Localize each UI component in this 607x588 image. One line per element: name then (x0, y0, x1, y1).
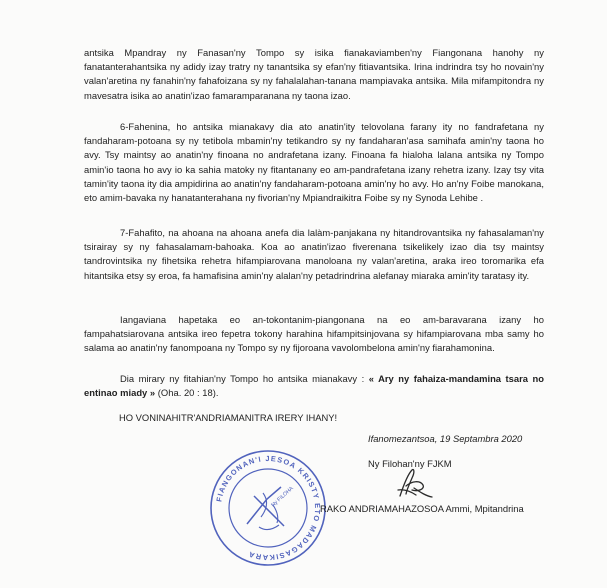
paragraph-blessing (84, 372, 544, 400)
handwritten-signature (390, 466, 438, 504)
svg-text:FIANGONAN'I JESOA KRISTY ETO M (214, 454, 322, 562)
signer-role: Ny Filohan'ny FJKM (368, 458, 452, 469)
paragraph-point-6: 6-Fahenina, ho antsika mianakavy dia ato anatin'ity telovolana farany ity no fandrafetana ny fandaharam-potoana sy ny tetibola mbamin'ny tetikandro sy ny fandaharan'asa samihafa amin'ny taona ho avy. Tsy maintsy ao anatin'ny finoana no andrafetana izany. Finoana fa hialoha lalana antsika ny Tompo amin'io taona ho avy io ka sahia matoky ny fitantanany eo am-pandrafetana izany rehetra izany. Izay tsy vita tamin'ity taona ity dia ampidirina ao anatin'ny fandaharam-potoana amin'ny ho avy. Ho an'ny Foibe manokana, eto amim-bavaka ny hanatanterahana ny fivorian'ny Mpiandraikitra Foibe sy ny Synoda Lehibe . (84, 121, 544, 204)
blessing-reference: (Oha. 20 : 18). (155, 387, 219, 399)
paragraph-continuation: antsika Mpandray ny Fanasan'ny Tompo sy isika fianakaviamben'ny Fiangonana hanohy ny fanatanterahantsika ny adidy izay tratry ny tanantsika sy efan'ny fitiavantsika. Irina indrindra tsy ho novain'ny valan'aretina ny fanahin'ny fahafoizana sy ny fahalalahan-tanana mampiavaka antsika. Mila mifampitondra ny mavesatra isika ao anatin'izao famaramparanana ny taona izao. (84, 47, 544, 101)
paragraph-poster-request: Iangaviana hapetaka eo an-tokontanim-piangonana na eo am-baravarana izany ho fampahatsiarovana antsika ireo fepetra tokony harahina hifampitsinjovana sy hifampiarovana mba samy ho salama ao anatin'ny fanompoana ny Tompo sy ny fijoroana vavolombelona amin'ny fiarahamonina. (84, 314, 544, 354)
church-seal-stamp (207, 447, 329, 569)
signer-name: RAKO ANDRIAMAHAZOSOA Ammi, Mpitandrina (320, 503, 524, 514)
closing-doxology: HO VONINAHITR'ANDRIAMANITRA IRERY IHANY! (119, 412, 338, 423)
blessing-quote: « Ary ny fahaiza-mandamina tsara no entinao miady » (84, 373, 545, 399)
seal-outer-text: FIANGONAN'I JESOA KRISTY ETO MADAGASIKARA (214, 453, 323, 563)
paragraph-point-7: 7-Fahafito, na ahoana na ahoana anefa dia lalàm-panjakana ny hitandrovantsika ny fahasalaman'ny tsirairay sy ny fahasalamam-bahoaka. Koa ao anatin'izao fiverenana tsikelikely izao dia tsy maintsy tandrovintsika ny fihetsika rehetra hifampiarovana manoloana ny valan'aretina, araka ireo toromarika efa hitantsika etsy sy eroa, fa hamafisina amin'ny alalan'ny petadrindrina alefanay miaraka amin'ity taratasy ity. (84, 227, 544, 281)
place-date-line: Ifanomezantsoa, 19 Septambra 2020 (368, 433, 523, 444)
blessing-intro: Dia mirary ny fitahian'ny Tompo ho antsika mianakavy : (120, 373, 369, 384)
seal-inner-text: Ny FILOHA (270, 485, 295, 509)
